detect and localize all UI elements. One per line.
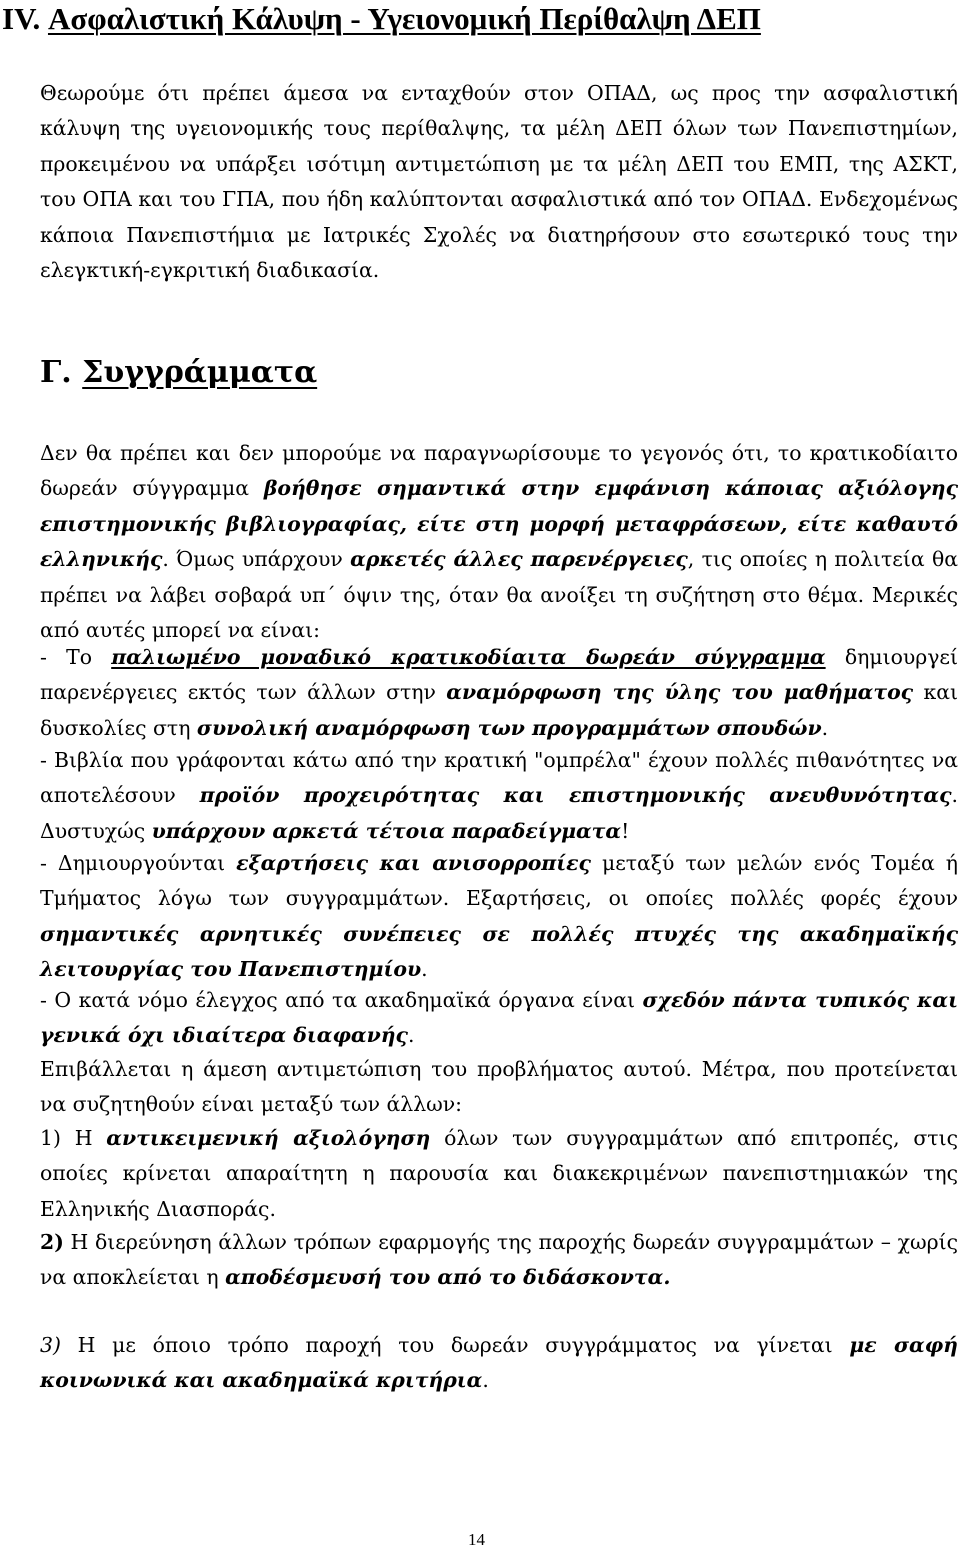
- measure-3-emphasis: με σαφή κοινωνικά και ακαδημαϊκά κριτήρια: [40, 1333, 959, 1393]
- bullet-1-text-2: δημιουργεί παρενέργειες εκτός των άλλων στην: [40, 645, 958, 705]
- bullet-3-emphasis-1: εξαρτήσεις και ανισορροπίες: [236, 851, 591, 875]
- measure-3-text: Η με όποιο τρόπο παροχή του δωρεάν συγγράμματος να γίνεται: [60, 1333, 850, 1357]
- bullet-4-text-1: - Ο κατά νόμο έλεγχος από τα ακαδημαϊκά όργανα είναι: [40, 988, 643, 1012]
- intro-text-4: Μερικές από αυτές μπορεί να είναι:: [40, 582, 958, 643]
- measures-intro-paragraph: Επιβάλλεται η άμεση αντιμετώπιση του προβλήματος αυτού. Μέτρα, που προτείνεται να συζητηθούν είναι μεταξύ των άλλων:: [40, 1057, 958, 1117]
- bullet-2-text-3: Δυστυχώς: [40, 818, 152, 843]
- bullet-2-paragraph: [40, 743, 958, 849]
- measure-1-paragraph: [40, 1121, 958, 1227]
- bullet-1-emphasis-3: συνολική αναμόρφωση των προγραμμάτων σπουδών: [196, 715, 822, 740]
- section-iv-title: Ασφαλιστική Κάλυψη - Υγειονομική Περίθαλψη ΔΕΠ: [47, 1, 761, 36]
- measure-3-text-2: .: [482, 1368, 489, 1393]
- measure-2-text: Η διερεύνηση άλλων τρόπων εφαρμογής της παροχής δωρεάν συγγραμμάτων – χωρίς να αποκλείεται η: [40, 1230, 958, 1290]
- section-iv-number: IV.: [2, 1, 41, 36]
- bullet-1-text-3: και δυσκολίες στη: [40, 680, 958, 740]
- section-c-title: Συγγράμματα: [82, 355, 318, 390]
- intro-text-2: . Όμως υπάρχουν: [162, 547, 351, 572]
- bullet-1-text-1: - Το: [40, 645, 112, 669]
- bullet-3-text-1: - Δημιουργούνται: [40, 851, 237, 875]
- measure-3-number: 3): [40, 1333, 61, 1357]
- bullet-2-text-2: .: [951, 783, 958, 808]
- bullet-2-emphasis-2: υπάρχουν αρκετά τέτοια παραδείγματα: [151, 818, 622, 843]
- measure-1-emphasis: αντικειμενική αξιολόγηση: [106, 1126, 431, 1150]
- bullet-1-emphasis-1: παλιωμένο μοναδικό κρατικοδίαιτα δωρεάν σύγγραμμα: [111, 645, 826, 669]
- measure-1-text-2: όλων των συγγραμμάτων από επιτροπές, στις οποίες κρίνεται απαραίτητη η παρουσία και διακεκριμένων πανεπιστημιακών της Ελληνικής Διασποράς.: [40, 1126, 958, 1221]
- bullet-1-paragraph: [40, 640, 958, 746]
- bullet-3-paragraph: [40, 846, 958, 988]
- section-iv-heading: [2, 2, 952, 36]
- bullet-3-text-3: .: [421, 957, 428, 982]
- bullet-2-text-4: !: [621, 818, 630, 843]
- bullet-1-emphasis-2: αναμόρφωση της ύλης του μαθήματος: [446, 680, 914, 705]
- bullet-2-emphasis-1: προϊόν προχειρότητας και επιστημονικής ανευθυνότητας: [199, 783, 952, 808]
- intro-text-3: , τις οποίες η πολιτεία θα πρέπει να λάβει σοβαρά υπ΄ όψιν της, όταν θα ανοίξει τη συζήτηση στο θέμα.: [40, 547, 958, 607]
- bullet-4-text-2: .: [407, 1023, 415, 1048]
- bullet-2-text-1: - Βιβλία που γράφονται κάτω από την κρατική "ομπρέλα" έχουν πολλές πιθανότητες να αποτελέσουν: [40, 748, 958, 808]
- measure-2-paragraph: [40, 1225, 958, 1296]
- bullet-3-text-2: μεταξύ των μελών ενός Τομέα ή Τμήματος λόγω των συγγραμμάτων. Εξαρτήσεις, οι οποίες πολλές φορές έχουν: [40, 851, 958, 911]
- section-c-number: Γ.: [40, 355, 72, 390]
- intro-emphasis-2: αρκετές άλλες παρενέργειες: [350, 547, 688, 572]
- bullet-3-emphasis-2: σημαντικές αρνητικές συνέπειες σε πολλές πτυχές της ακαδημαϊκής λειτουργίας του Πανεπιστημίου: [40, 921, 958, 982]
- measure-2-emphasis: αποδέσμευσή του από το διδάσκοντα.: [225, 1265, 671, 1290]
- intro-text-1: Δεν θα πρέπει και δεν μπορούμε να παραγνωρίσουμε το γεγονός ότι, το κρατικοδίαιτο δωρεάν σύγγραμμα: [40, 441, 958, 501]
- measure-1-text-1: 1) Η: [40, 1126, 107, 1150]
- page-number: 14: [468, 1530, 485, 1549]
- intro-emphasis-1: βοήθησε σημαντικά στην εμφάνιση κάποιας αξιόλογης επιστημονικής βιβλιογραφίας, είτε στη μορφή μεταφράσεων, είτε καθαυτό ελληνικής: [40, 476, 958, 572]
- bullet-4-emphasis-1: σχεδόν πάντα τυπικός και γενικά όχι ιδιαίτερα διαφανής: [40, 988, 958, 1048]
- section-c-heading: [40, 353, 317, 393]
- bullet-4-paragraph: [40, 983, 958, 1054]
- bullet-1-text-4: .: [821, 715, 829, 740]
- measure-2-number: 2): [40, 1230, 64, 1254]
- section-c-intro-paragraph: [40, 436, 958, 648]
- measure-3-paragraph: [40, 1328, 958, 1399]
- section-iv-paragraph: Θεωρούμε ότι πρέπει άμεσα να ενταχθούν στον ΟΠΑΔ, ως προς την ασφαλιστική κάλυψη της υγειονομικής τους περίθαλψης, τα μέλη ΔΕΠ όλων των Πανεπιστημίων, προκειμένου να υπάρξει ισότιμη αντιμετώπιση με τα μέλη ΔΕΠ του ΕΜΠ, της ΑΣΚΤ, του ΟΠΑ και του ΓΠΑ, που ήδη καλύπτονται ασφαλιστικά από τον ΟΠΑΔ. Ενδεχομένως κάποια Πανεπιστήμια με Ιατρικές Σχολές να διατηρήσουν στο εσωτερικό τους την ελεγκτική-εγκριτική διαδικασία.: [40, 81, 958, 283]
